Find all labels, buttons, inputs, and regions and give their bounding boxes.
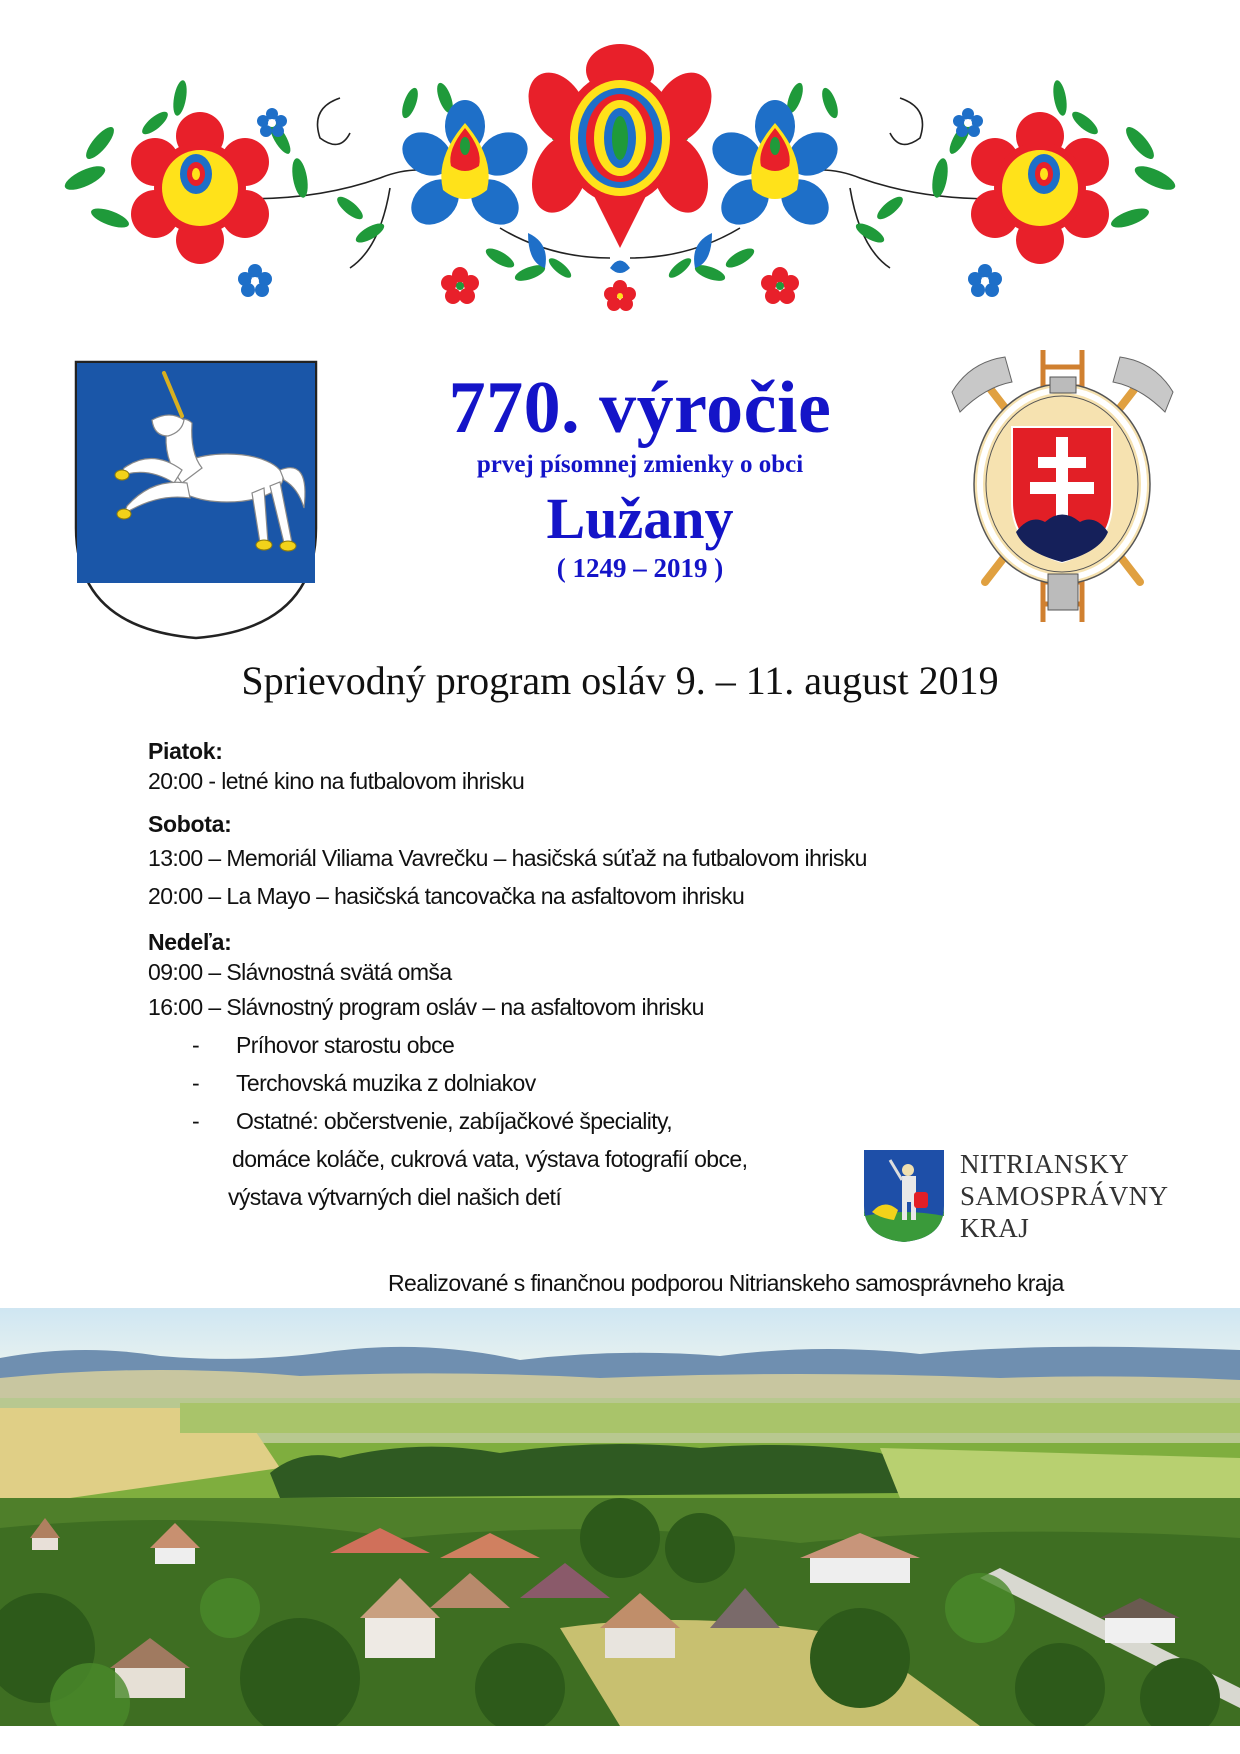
day-label: Sobota: (148, 811, 232, 837)
anniversary-title: 770. výročie (448, 367, 832, 449)
subitem-text: Príhovor starostu obce (236, 1032, 455, 1058)
nsk-name-line: SAMOSPRÁVNY (960, 1181, 1169, 1211)
schedule-subitem (148, 1026, 968, 1064)
schedule-item: 20:00 – La Mayo – hasičská tancovačka na asfaltovom ihrisku (148, 883, 745, 909)
schedule-item: 13:00 – Memoriál Viliama Vavrečku – hasičská súťaž na futbalovom ihrisku (148, 845, 867, 871)
day-block-friday (148, 736, 968, 797)
title-block (400, 368, 880, 584)
day-block-saturday (148, 809, 968, 915)
schedule-subitem (148, 1064, 968, 1102)
day-label: Piatok: (148, 738, 223, 764)
anniversary-subtitle: prvej písomnej zmienky o obci (476, 451, 804, 478)
program-heading: Sprievodný program osláv 9. – 11. august 2019 (241, 658, 999, 703)
day-block-sunday (148, 927, 968, 1216)
bullet-dash: - (192, 1032, 200, 1058)
day-label: Nedeľa: (148, 929, 232, 955)
nsk-name (960, 1148, 1168, 1244)
luzany-unicorn-coat-of-arms-icon (72, 358, 320, 642)
program-schedule (148, 736, 968, 1216)
village-landscape-photo (0, 1308, 1240, 1726)
subitem-continuation: výstava výtvarných diel našich detí (228, 1184, 562, 1210)
subitem-continuation: domáce koláče, cukrová vata, výstava fotografií obce, (232, 1146, 748, 1172)
funding-note: Realizované s finančnou podporou Nitrianskeho samosprávneho kraja (388, 1270, 1064, 1296)
subitem-text: Ostatné: občerstvenie, zabíjačkové špeciality, (236, 1108, 673, 1134)
years-range: ( 1249 – 2019 ) (556, 553, 724, 583)
schedule-item: 09:00 – Slávnostná svätá omša (148, 959, 452, 985)
nsk-logo (862, 1146, 1172, 1246)
firefighters-emblem-icon (950, 342, 1175, 627)
bullet-dash: - (192, 1108, 200, 1134)
nsk-name-line: KRAJ (960, 1213, 1030, 1243)
nsk-name-line: NITRIANSKY (960, 1149, 1129, 1179)
subitem-text: Terchovská muzika z dolniakov (236, 1070, 536, 1096)
folk-floral-ornament-icon (50, 28, 1190, 318)
nsk-coat-of-arms-icon (862, 1148, 946, 1244)
village-name: Lužany (546, 486, 734, 551)
schedule-item: 16:00 – Slávnostný program osláv – na asfaltovom ihrisku (148, 994, 704, 1020)
bullet-dash: - (192, 1070, 200, 1096)
schedule-item: 20:00 - letné kino na futbalovom ihrisku (148, 768, 525, 794)
schedule-subitem (148, 1102, 968, 1140)
